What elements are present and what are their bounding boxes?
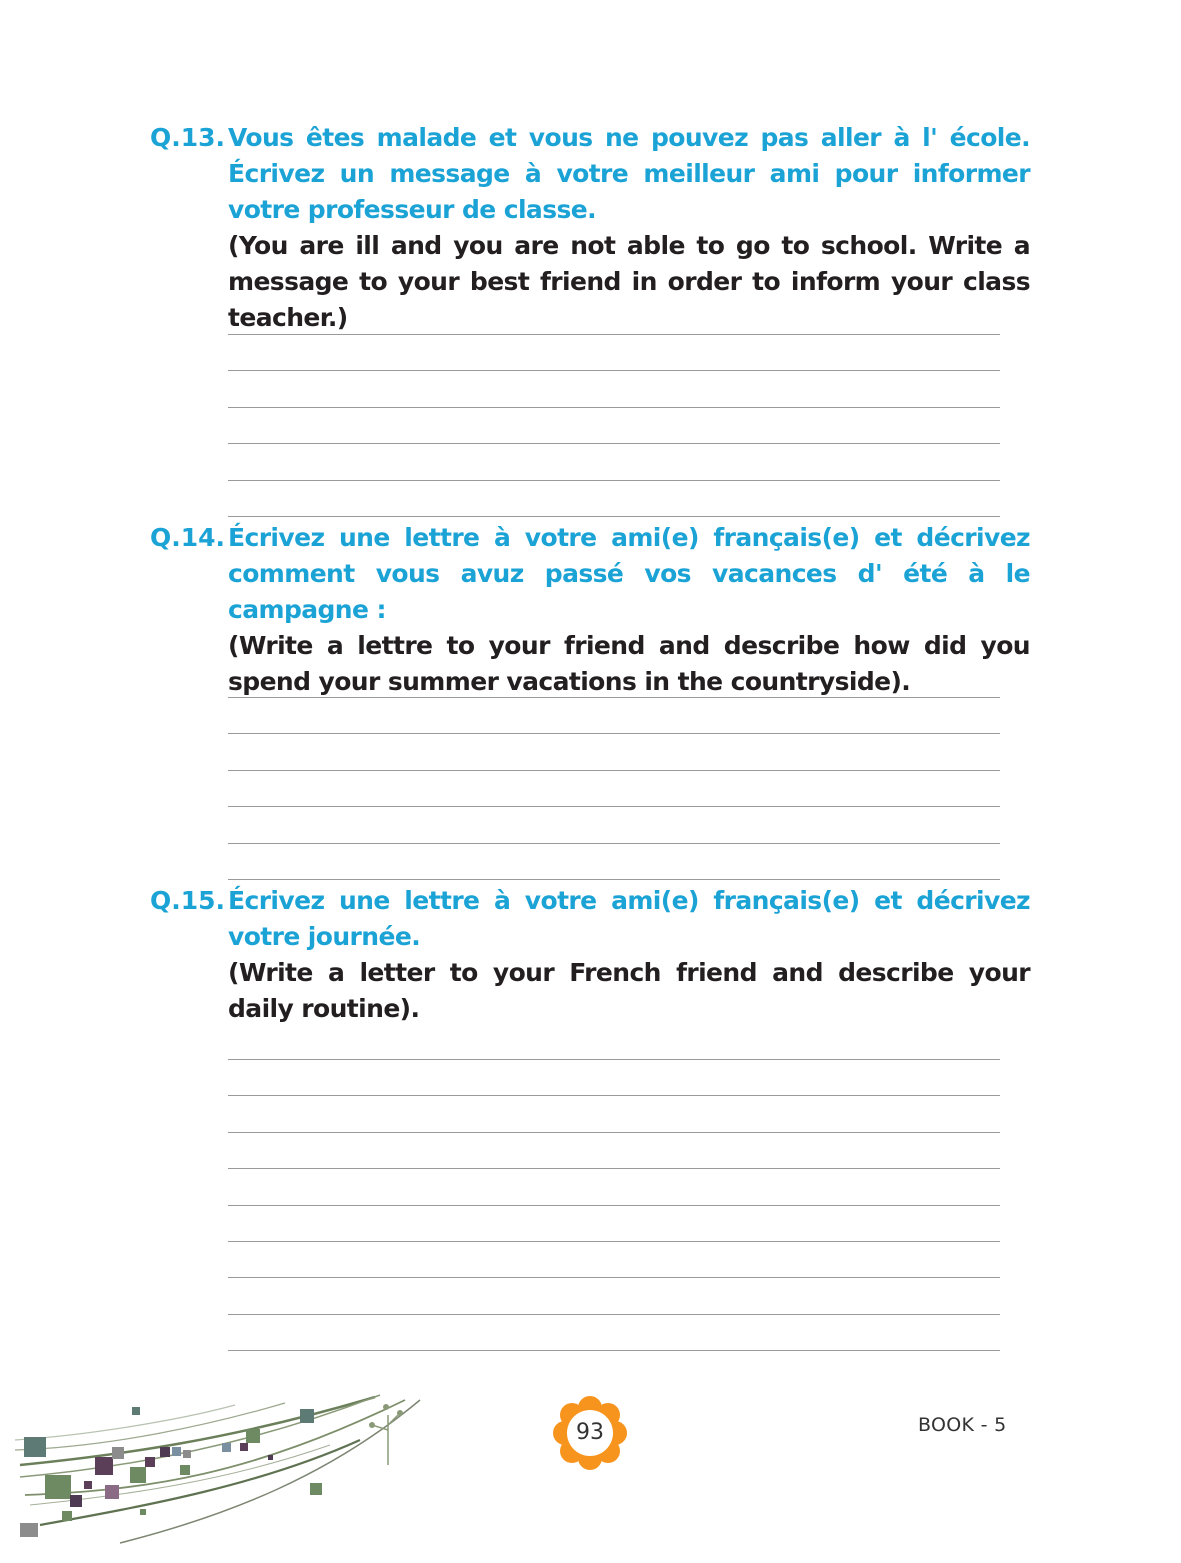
page-number: 93 (576, 1420, 604, 1445)
answer-line (228, 770, 1000, 771)
answer-line (228, 516, 1000, 517)
answer-line (228, 806, 1000, 807)
answer-lines-15[interactable] (228, 1059, 1000, 1387)
answer-line (228, 370, 1000, 371)
answer-line (228, 697, 1000, 698)
answer-line (228, 879, 1000, 880)
question-text (228, 520, 1030, 700)
answer-line (228, 1241, 1000, 1242)
answer-line (228, 1095, 1000, 1096)
question-number: Q.15. (150, 886, 226, 915)
question-english: (Write a letter to your French friend and describe your daily routine). (228, 958, 1030, 1023)
answer-line (228, 1168, 1000, 1169)
answer-line (228, 1277, 1000, 1278)
question-13 (150, 120, 1030, 336)
question-number: Q.13. (150, 123, 226, 152)
footer-swoosh-decoration (0, 1385, 430, 1555)
question-french: Écrivez une lettre à votre ami(e) français(e) et décrivez comment vous avuz passé vos vacances d' été à le campagne : (228, 523, 1030, 624)
question-14 (150, 520, 1030, 700)
answer-line (228, 733, 1000, 734)
answer-line (228, 1205, 1000, 1206)
question-english: (You are ill and you are not able to go to school. Write a message to your best friend in order to inform your class teacher.) (228, 231, 1030, 332)
question-french: Vous êtes malade et vous ne pouvez pas aller à l' école. Écrivez un message à votre meilleur ami pour informer votre professeur de classe. (228, 123, 1030, 224)
answer-line (228, 443, 1000, 444)
answer-line (228, 843, 1000, 844)
answer-line (228, 480, 1000, 481)
answer-line (228, 1314, 1000, 1315)
book-label: BOOK - 5 (918, 1414, 1007, 1436)
question-french: Écrivez une lettre à votre ami(e) français(e) et décrivez votre journée. (228, 886, 1030, 951)
question-text (228, 883, 1030, 1027)
answer-line (228, 407, 1000, 408)
question-english: (Write a lettre to your friend and describe how did you spend your summer vacations in the countryside). (228, 631, 1030, 696)
question-15 (150, 883, 1030, 1027)
question-number: Q.14. (150, 523, 226, 552)
answer-line (228, 334, 1000, 335)
question-text (228, 120, 1030, 336)
answer-line (228, 1350, 1000, 1351)
answer-line (228, 1132, 1000, 1133)
answer-line (228, 1059, 1000, 1060)
